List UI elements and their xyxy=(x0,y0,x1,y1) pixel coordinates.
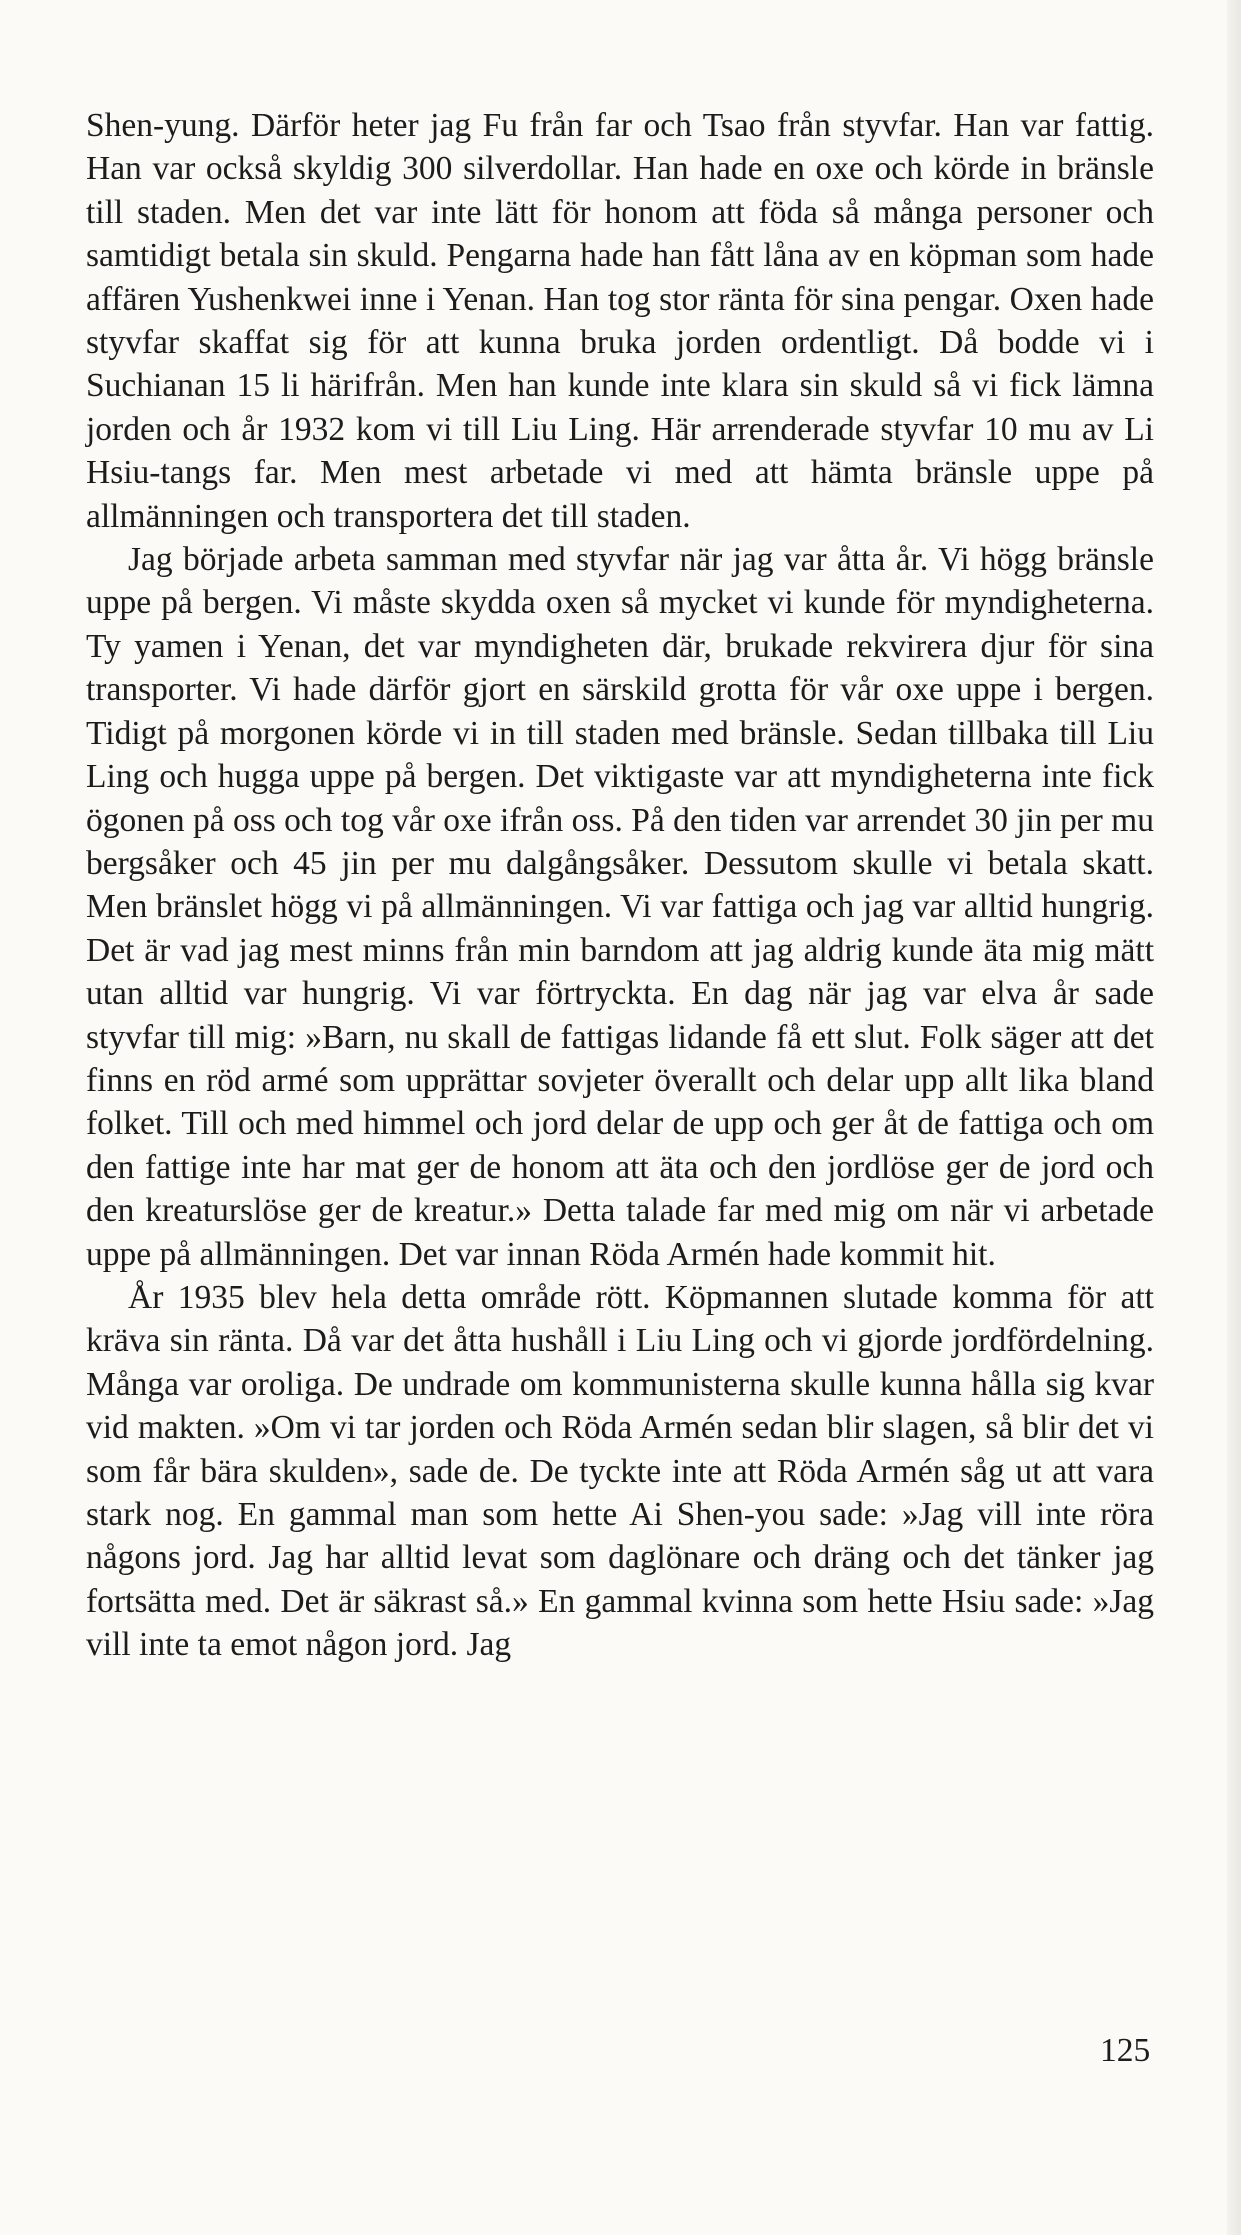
page-number: 125 xyxy=(1100,2032,1151,2069)
paragraph-2: Jag började arbeta samman med styvfar när jag var åtta år. Vi högg bränsle uppe på bergen. Vi måste skydda oxen så mycket vi kunde för myndigheterna. Ty yamen i Yenan, det var myndigheten där, brukade rekvirera djur för sina transporter. Vi hade därför gjort en särskild grotta för vår oxe uppe i bergen. Tidigt på morgonen körde vi in till staden med bränsle. Sedan tillbaka till Liu Ling och hugga uppe på bergen. Det viktigaste var att myndigheterna inte fick ögonen på oss och tog vår oxe ifrån oss. På den tiden var arrendet 30 jin per mu bergsåker och 45 jin per mu dalgångsåker. Dessutom skulle vi betala skatt. Men bränslet högg vi på allmänningen. Vi var fattiga och jag var alltid hungrig. Det är vad jag mest minns från min barndom att jag aldrig kunde äta mig mätt utan alltid var hungrig. Vi var förtryckta. En dag när jag var elva år sade styvfar till mig: »Barn, nu skall de fattigas lidande få ett slut. Folk säger att det finns en röd armé som upprättar sovjeter överallt och delar upp allt lika bland folket. Till och med himmel och jord delar de upp och ger åt de fattiga och om den fattige inte har mat ger de honom att äta och den jordlöse ger de jord och den kreaturslöse ger de kreatur.» Detta talade far med mig om när vi arbetade uppe på allmänningen. Det var innan Röda Armén hade kommit hit. xyxy=(86,541,1154,1273)
body-text xyxy=(86,104,1154,1667)
paragraph-3: År 1935 blev hela detta område rött. Köpmannen slutade komma för att kräva sin ränta. Då var det åtta hushåll i Liu Ling och vi gjorde jordfördelning. Många var oroliga. De undrade om kommunisterna skulle kunna hålla sig kvar vid makten. »Om vi tar jorden och Röda Armén sedan blir slagen, så blir det vi som får bära skulden», sade de. De tyckte inte att Röda Armén såg ut att vara stark nog. En gammal man som hette Ai Shen-you sade: »Jag vill inte röra någons jord. Jag har alltid levat som daglönare och dräng och det tänker jag fortsätta med. Det är säkrast så.» En gammal kvinna som hette Hsiu sade: »Jag vill inte ta emot någon jord. Jag xyxy=(86,1278,1154,1664)
page-edge-shadow xyxy=(1227,0,1241,2235)
paragraph-1: Shen-yung. Därför heter jag Fu från far och Tsao från styvfar. Han var fattig. Han var också skyldig 300 silverdollar. Han hade en oxe och körde in bränsle till staden. Men det var inte lätt för honom att föda så många personer och samtidigt betala sin skuld. Pengarna hade han fått låna av en köpman som hade affären Yushenkwei inne i Yenan. Han tog stor ränta för sina pengar. Oxen hade styvfar skaffat sig för att kunna bruka jorden ordentligt. Då bodde vi i Suchianan 15 li härifrån. Men han kunde inte klara sin skuld så vi fick lämna jorden och år 1932 kom vi till Liu Ling. Här arrenderade styvfar 10 mu av Li Hsiu-tangs far. Men mest arbetade vi med att hämta bränsle uppe på allmänningen och transportera det till staden. xyxy=(86,107,1154,535)
